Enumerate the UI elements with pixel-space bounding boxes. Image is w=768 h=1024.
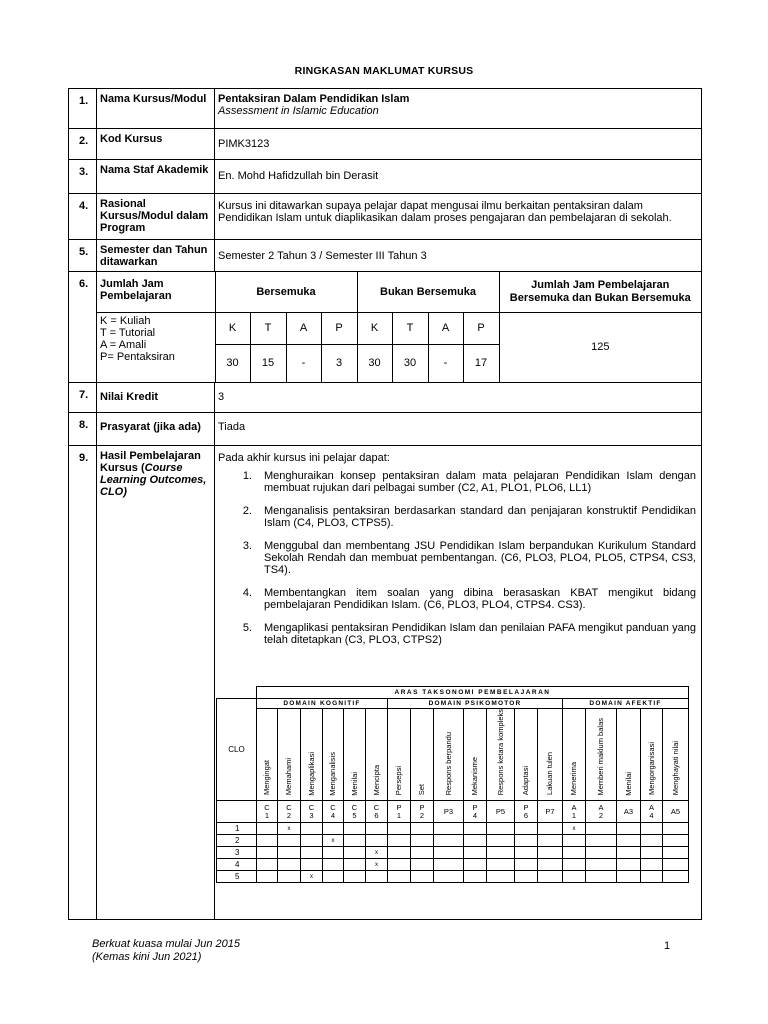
taxonomy-cell: x — [323, 835, 344, 847]
domain-psikomotor-header: DOMAIN PSIKOMOTOR — [388, 699, 563, 709]
taxonomy-cell — [411, 823, 434, 835]
taxonomy-cell — [464, 823, 487, 835]
taxonomy-cell — [538, 859, 563, 871]
code-cell: A — [286, 312, 321, 344]
taxonomy-cell — [515, 835, 538, 847]
taxonomy-cell — [434, 823, 464, 835]
learning-hours-table — [97, 272, 701, 382]
taxonomy-code: P 4 — [464, 801, 487, 823]
row-label: Rasional Kursus/Modul dalam Program — [97, 194, 215, 240]
taxonomy-code: A 2 — [586, 801, 617, 823]
taxonomy-cell — [515, 859, 538, 871]
table-row — [217, 823, 689, 835]
taxonomy-level: Menilai — [344, 709, 366, 801]
code-cell: K — [357, 312, 392, 344]
taxonomy-cell — [434, 871, 464, 883]
list-item: 5. Mengaplikasi pentaksiran Pendidikan Islam dan penilaian PAFA mengikut panduan yang telah ditetapkan (C3, PLO3, CTPS2) — [242, 622, 696, 646]
taxonomy-cell — [563, 871, 586, 883]
taxonomy-code: C 4 — [323, 801, 344, 823]
taxonomy-cell — [323, 871, 344, 883]
key-tutorial: T = Tutorial — [100, 326, 156, 339]
clo-list — [218, 470, 696, 646]
taxonomy-cell — [257, 835, 278, 847]
taxonomy-cell — [434, 859, 464, 871]
taxonomy-code: P5 — [487, 801, 515, 823]
taxonomy-cell — [278, 871, 301, 883]
taxonomy-cell — [257, 847, 278, 859]
taxonomy-cell — [515, 871, 538, 883]
taxonomy-level: Mengorganisasi — [641, 709, 663, 801]
taxonomy-cell — [586, 847, 617, 859]
total-hours-header: Jumlah Jam Pembelajaran Bersemuka dan Bukan Bersemuka — [499, 272, 701, 312]
taxonomy-code: A3 — [617, 801, 641, 823]
list-item: 4. Membentangkan item soalan yang dibina berasaskan KBAT mengikut bidang pembelajaran Pendidikan Islam. (C6, PLO3, PLO4, CTPS4. CS3). — [242, 587, 696, 611]
taxonomy-cell — [344, 823, 366, 835]
clo-number: 1 — [217, 823, 257, 835]
taxonomy-cell — [366, 871, 388, 883]
taxonomy-level: Memahami — [278, 709, 301, 801]
row-label: Nilai Kredit — [97, 383, 215, 413]
key-pentaksiran: P= Pentaksiran — [100, 350, 175, 363]
taxonomy-level: Mengingat — [257, 709, 278, 801]
page-title: RINGKASAN MAKLUMAT KURSUS — [294, 65, 474, 77]
page-number: 1 — [664, 940, 671, 952]
taxonomy-cell: x — [366, 859, 388, 871]
taxonomy-cell — [617, 823, 641, 835]
taxonomy-cell — [344, 847, 366, 859]
taxonomy-cell — [257, 859, 278, 871]
list-item: 1. Menghuraikan konsep pentaksiran dalam mata pelajaran Pendidikan Islam dengan membuat rujukan dari pelbagai sumber (C2, A1, PLO1, PLO6, LL1) — [242, 470, 696, 494]
taxonomy-code: A 1 — [563, 801, 586, 823]
taxonomy-cell — [464, 859, 487, 871]
taxonomy-level: Respons ketara kompleks — [487, 709, 515, 801]
row-value: 3 — [215, 383, 702, 413]
taxonomy-cell — [278, 859, 301, 871]
taxonomy-cell — [323, 847, 344, 859]
taxonomy-cell — [563, 847, 586, 859]
taxonomy-cell — [663, 859, 689, 871]
taxonomy-code: P 2 — [411, 801, 434, 823]
taxonomy-cell — [464, 871, 487, 883]
row-label: Jumlah Jam Pembelajaran — [97, 272, 215, 312]
code-cell: T — [392, 312, 428, 344]
row-label: Nama Staf Akademik — [97, 160, 215, 194]
taxonomy-code: A 4 — [641, 801, 663, 823]
taxonomy-cell — [344, 835, 366, 847]
clo-header: CLO — [217, 699, 257, 801]
taxonomy-code: P7 — [538, 801, 563, 823]
row-value — [215, 89, 702, 129]
taxonomy-cell — [487, 871, 515, 883]
taxonomy-code: C 1 — [257, 801, 278, 823]
row-label — [97, 446, 215, 920]
row-course-name — [69, 89, 702, 129]
taxonomy-cell — [323, 859, 344, 871]
list-item: 3. Menggubal dan membentang JSU Pendidikan Islam berpandukan Kurikulum Standard Sekolah Rendah dan membuat pembentangan. (C6, PLO3, PLO4, PLO5, CTPS4, CS3, TS4). — [242, 540, 696, 576]
taxonomy-cell — [464, 835, 487, 847]
taxonomy-cell — [388, 823, 411, 835]
clo-label-main: Hasil Pembelajaran Kursus ( — [100, 450, 201, 474]
hours-key — [97, 312, 215, 382]
code-cell: K — [215, 312, 250, 344]
table-row — [217, 871, 689, 883]
row-value: Tiada — [215, 413, 702, 446]
taxonomy-cell — [487, 847, 515, 859]
hours-cell: 3 — [321, 344, 357, 382]
taxonomy-cell — [388, 871, 411, 883]
taxonomy-cell — [515, 847, 538, 859]
footer-line-1: Berkuat kuasa mulai Jun 2015 — [92, 938, 240, 950]
taxonomy-level: Lakuan tulen — [538, 709, 563, 801]
taxonomy-cell — [641, 823, 663, 835]
hours-cell: 30 — [215, 344, 250, 382]
taxonomy-cell — [586, 835, 617, 847]
list-item: 2. Menganalisis pentaksiran berdasarkan standard dan penjajaran konstruktif Pendidikan Islam (C4, PLO3, CTPS5). — [242, 505, 696, 529]
taxonomy-level: Mencipta — [366, 709, 388, 801]
clo-number: 2 — [217, 835, 257, 847]
row-number: 6. — [69, 272, 97, 383]
taxonomy-level: Persepsi — [388, 709, 411, 801]
taxonomy-cell — [538, 871, 563, 883]
taxonomy-cell: x — [278, 823, 301, 835]
taxonomy-title: ARAS TAKSONOMI PEMBELAJARAN — [257, 687, 689, 699]
taxonomy-cell: x — [301, 871, 323, 883]
taxonomy-code: C 2 — [278, 801, 301, 823]
key-amali: A = Amali — [100, 338, 147, 351]
total-hours-value: 125 — [499, 312, 701, 382]
hours-cell: 15 — [250, 344, 286, 382]
taxonomy-cell: x — [366, 847, 388, 859]
taxonomy-cell — [641, 835, 663, 847]
taxonomy-level: Mengaplikasi — [301, 709, 323, 801]
taxonomy-cell — [323, 823, 344, 835]
row-rationale — [69, 194, 702, 240]
taxonomy-cell — [344, 859, 366, 871]
taxonomy-cell — [663, 871, 689, 883]
taxonomy-cell — [257, 823, 278, 835]
taxonomy-level: Memberi maklum balas — [586, 709, 617, 801]
row-value: Kursus ini ditawarkan supaya pelajar dapat mengusai ilmu berkaitan pentaksiran dalam Pendidikan Islam untuk diaplikasikan dalam proses pengajaran dan pembelajaran di sekolah. — [215, 194, 702, 240]
row-number: 7. — [69, 383, 97, 413]
taxonomy-cell — [617, 835, 641, 847]
taxonomy-cell — [641, 847, 663, 859]
clo-intro: Pada akhir kursus ini pelajar dapat: — [218, 452, 390, 464]
clo-number: 3 — [217, 847, 257, 859]
table-row — [217, 835, 689, 847]
taxonomy-cell — [278, 835, 301, 847]
taxonomy-cell — [344, 871, 366, 883]
taxonomy-cell — [563, 859, 586, 871]
code-cell: T — [250, 312, 286, 344]
row-label: Semester dan Tahun ditawarkan — [97, 240, 215, 272]
taxonomy-level: Respons berpandu — [434, 709, 464, 801]
taxonomy-level: Menerima — [563, 709, 586, 801]
taxonomy-code: C 3 — [301, 801, 323, 823]
row-number: 4. — [69, 194, 97, 240]
taxonomy-cell — [617, 871, 641, 883]
taxonomy-cell — [388, 835, 411, 847]
taxonomy-cell — [538, 835, 563, 847]
taxonomy-cell — [301, 823, 323, 835]
table-row — [217, 859, 689, 871]
taxonomy-cell — [464, 847, 487, 859]
taxonomy-cell — [366, 835, 388, 847]
taxonomy-level: Set — [411, 709, 434, 801]
table-row — [217, 847, 689, 859]
taxonomy-code: P3 — [434, 801, 464, 823]
taxonomy-cell — [487, 859, 515, 871]
taxonomy-cell — [563, 835, 586, 847]
row-label: Kod Kursus — [97, 129, 215, 160]
row-academic-staff — [69, 160, 702, 194]
row-value: PIMK3123 — [215, 129, 702, 160]
code-cell: P — [321, 312, 357, 344]
clo-label-english: Course Learning Outcomes, CLO) — [100, 462, 207, 498]
bersemuka-header: Bersemuka — [215, 272, 357, 312]
row-value: Semester 2 Tahun 3 / Semester III Tahun 3 — [215, 240, 702, 272]
row-number: 8. — [69, 413, 97, 446]
taxonomy-level: Mekanisme — [464, 709, 487, 801]
taxonomy-cell — [641, 871, 663, 883]
hours-cell: 30 — [357, 344, 392, 382]
code-cell: A — [428, 312, 463, 344]
footer-effective-date — [92, 938, 240, 964]
taxonomy-cell — [301, 847, 323, 859]
taxonomy-level: Adaptasi — [515, 709, 538, 801]
taxonomy-level: Menghayati nilai — [663, 709, 689, 801]
taxonomy-code: P 6 — [515, 801, 538, 823]
clo-number: 4 — [217, 859, 257, 871]
taxonomy-code: C 5 — [344, 801, 366, 823]
hours-cell: - — [428, 344, 463, 382]
taxonomy-cell — [388, 859, 411, 871]
row-value: En. Mohd Hafidzullah bin Derasit — [215, 160, 702, 194]
row-label: Prasyarat (jika ada) — [97, 413, 215, 446]
taxonomy-level: Menganalisis — [323, 709, 344, 801]
taxonomy-cell — [538, 847, 563, 859]
taxonomy-cell — [663, 847, 689, 859]
taxonomy-cell — [388, 847, 411, 859]
row-number: 3. — [69, 160, 97, 194]
taxonomy-cell — [411, 847, 434, 859]
taxonomy-cell — [411, 859, 434, 871]
row-prerequisite — [69, 413, 702, 446]
taxonomy-cell — [434, 835, 464, 847]
course-name-malay: Pentaksiran Dalam Pendidikan Islam — [218, 93, 410, 105]
taxonomy-cell — [278, 847, 301, 859]
taxonomy-cell — [586, 859, 617, 871]
taxonomy-code: C 6 — [366, 801, 388, 823]
domain-kognitif-header: DOMAIN KOGNITIF — [257, 699, 388, 709]
taxonomy-cell — [301, 859, 323, 871]
bukan-bersemuka-header: Bukan Bersemuka — [357, 272, 499, 312]
row-semester — [69, 240, 702, 272]
row-credit — [69, 383, 702, 413]
taxonomy-cell — [434, 847, 464, 859]
taxonomy-cell — [257, 871, 278, 883]
taxonomy-cell — [663, 835, 689, 847]
taxonomy-cell — [487, 835, 515, 847]
taxonomy-cell — [641, 859, 663, 871]
taxonomy-code: P 1 — [388, 801, 411, 823]
hours-cell: - — [286, 344, 321, 382]
taxonomy-cell — [411, 835, 434, 847]
taxonomy-cell — [366, 823, 388, 835]
taxonomy-cell — [538, 823, 563, 835]
taxonomy-cell — [617, 859, 641, 871]
row-number: 5. — [69, 240, 97, 272]
row-number: 1. — [69, 89, 97, 129]
taxonomy-cell — [487, 823, 515, 835]
row-label: Nama Kursus/Modul — [97, 89, 215, 129]
domain-afektif-header: DOMAIN AFEKTIF — [563, 699, 689, 709]
taxonomy-cell — [617, 847, 641, 859]
key-kuliah: K = Kuliah — [100, 314, 151, 327]
footer-line-2: (Kemas kini Jun 2021) — [92, 951, 202, 963]
taxonomy-cell — [515, 823, 538, 835]
row-number: 2. — [69, 129, 97, 160]
taxonomy-cell: x — [563, 823, 586, 835]
code-cell: P — [463, 312, 499, 344]
taxonomy-cell — [663, 823, 689, 835]
course-name-english: Assessment in Islamic Education — [218, 105, 379, 117]
hours-cell: 30 — [392, 344, 428, 382]
clo-number: 5 — [217, 871, 257, 883]
taxonomy-cell — [411, 871, 434, 883]
taxonomy-table — [216, 686, 689, 883]
taxonomy-cell — [586, 871, 617, 883]
taxonomy-cell — [301, 835, 323, 847]
taxonomy-code: A5 — [663, 801, 689, 823]
row-course-code — [69, 129, 702, 160]
row-learning-hours — [69, 272, 702, 383]
taxonomy-cell — [586, 823, 617, 835]
row-number: 9. — [69, 446, 97, 920]
taxonomy-level: Menilai — [617, 709, 641, 801]
hours-cell: 17 — [463, 344, 499, 382]
